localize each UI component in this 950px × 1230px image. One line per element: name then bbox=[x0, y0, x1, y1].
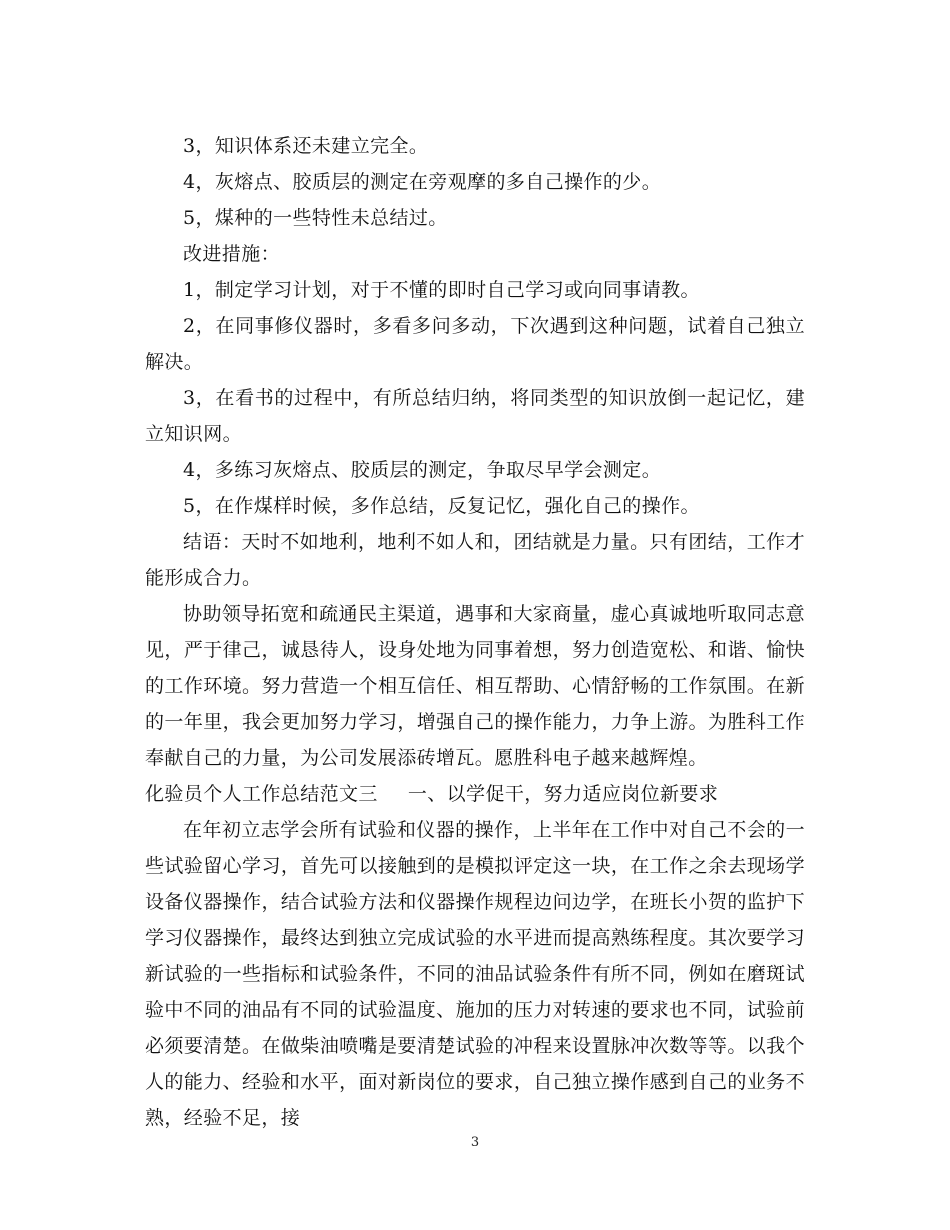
paragraph-instrument-repair: 2，在同事修仪器时，多看多问多动，下次遇到这种问题，试着自己独立解决。 bbox=[145, 315, 805, 373]
paragraph-reading-summary: 3，在看书的过程中，有所总结归纳，将同类型的知识放倒一起记忆，建立知识网。 bbox=[145, 387, 805, 445]
section-subtitle: 一、以学促干，努力适应岗位新要求 bbox=[407, 783, 719, 805]
paragraph-coal-samples: 5，在作煤样时候，多作总结，反复记忆，强化自己的操作。 bbox=[183, 495, 700, 517]
paragraph-improvement-heading: 改进措施： bbox=[183, 243, 281, 265]
paragraph-assist-leadership: 协助领导拓宽和疏通民主渠道，遇事和大家商量，虚心真诚地听取同志意见，严于律己，诚恳待人，设身处地为同事着想，努力创造宽松、和谐、愉快的工作环境。努力营造一个相互信任、相互帮助、心情舒畅的工作氛围。在新的一年里，我会更加努力学习，增强自己的操作能力，力争上游。为胜科工作奉献自己的力量，为公司发展添砖增瓦。愿胜科电子越来越辉煌。 bbox=[145, 603, 805, 769]
paragraph-coal-types: 5，煤种的一些特性未总结过。 bbox=[183, 207, 448, 229]
paragraph-study-plan: 1，制定学习计划，对于不懂的即时自己学习或向同事请教。 bbox=[183, 279, 700, 301]
paragraph-practice-testing: 4，多练习灰熔点、胶质层的测定，争取尽早学会测定。 bbox=[183, 459, 662, 481]
paragraph-learning-goals: 在年初立志学会所有试验和仪器的操作，上半年在工作中对自己不会的一些试验留心学习，首先可以接触到的是模拟评定这一块，在工作之余去现场学设备仪器操作，结合试验方法和仪器操作规程边问边学，在班长小贺的监护下学习仪器操作，最终达到独立完成试验的水平进而提高熟练程度。其次要学习新试验的一些指标和试验条件，不同的油品试验条件有所不同，例如在磨斑试验中不同的油品有不同的试验温度、施加的压力对转速的要求也不同，试验前必须要清楚。在做柴油喷嘴是要清楚试验的冲程来设置脉冲次数等等。以我个人的能力、经验和水平，面对新岗位的要求，自己独立操作感到自己的业务不熟，经验不足，接 bbox=[145, 819, 805, 1129]
section-title: 化验员个人工作总结范文三 bbox=[145, 783, 378, 805]
paragraph-conclusion: 结语：天时不如地利，地利不如人和，团结就是力量。只有团结，工作才能形成合力。 bbox=[145, 531, 805, 589]
paragraph-knowledge-system: 3，知识体系还未建立完全。 bbox=[183, 135, 429, 157]
section-heading bbox=[145, 776, 805, 812]
document-body bbox=[145, 128, 805, 1136]
paragraph-ash-fusion: 4，灰熔点、胶质层的测定在旁观摩的多自己操作的少。 bbox=[183, 171, 662, 193]
page-number: 3 bbox=[470, 1135, 480, 1150]
